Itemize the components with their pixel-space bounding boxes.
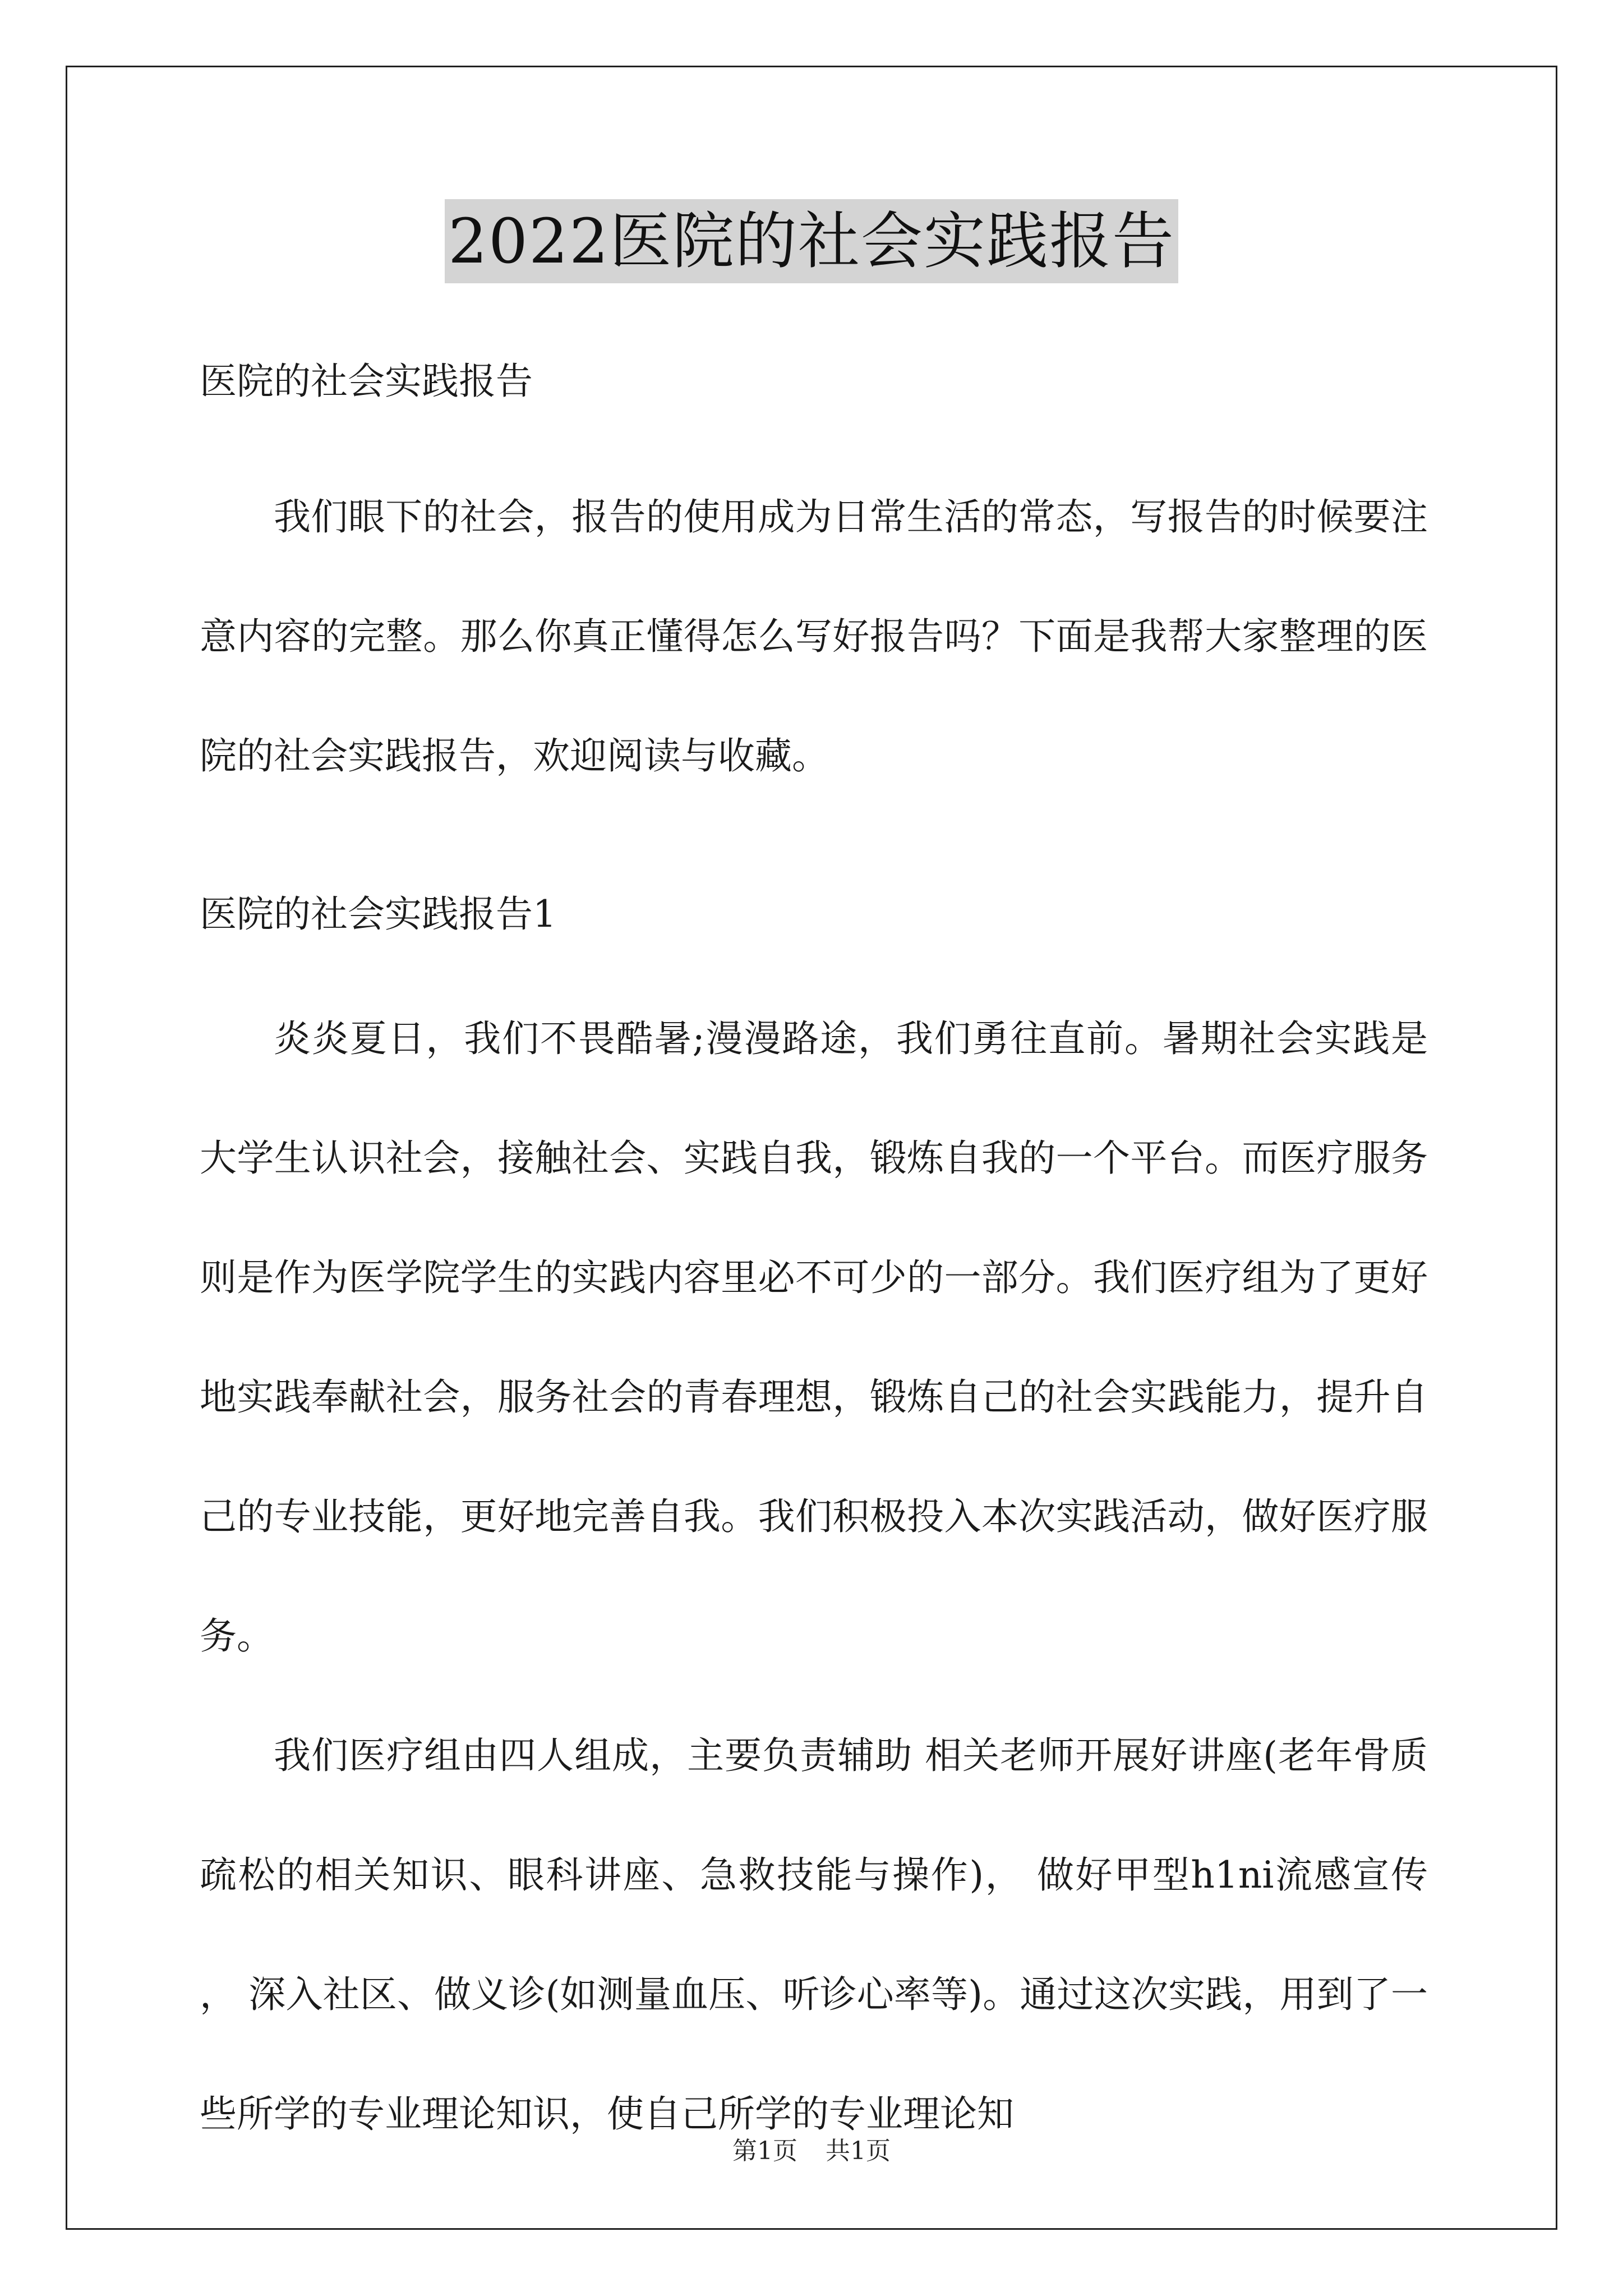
section-heading: 医院的社会实践报告1 — [200, 892, 556, 936]
page-number-current: 第1页 — [732, 2137, 797, 2165]
intro-paragraph: 我们眼下的社会，报告的使用成为日常生活的常态，写报告的时候要注意内容的完整。那么你真正懂得怎么写好报告吗？下面是我帮大家整理的医院的社会实践报告，欢迎阅读与收藏。 — [200, 495, 1428, 777]
intro-section — [200, 457, 1428, 816]
page-footer — [0, 2134, 1623, 2168]
body-paragraph-2: 我们医疗组由四人组成，主要负责辅助 相关老师开展好讲座(老年骨质疏松的相关知识、眼科讲座、急救技能与操作)， 做好甲型h1ni流感宣传 ， 深入社区、做义诊(如测量血压、听诊心率等)。通过这次实践，用到了一些所学的专业理论知识，使自己所学的专业理论知 — [200, 1734, 1428, 2136]
document-title: 2022医院的社会实践报告 — [445, 199, 1178, 283]
page-number-total: 共1页 — [826, 2137, 891, 2165]
title-container — [0, 199, 1623, 283]
body-paragraph-1: 炎炎夏日，我们不畏酷暑;漫漫路途，我们勇往直前。暑期社会实践是大学生认识社会，接触社会、实践自我，锻炼自我的一个平台。而医疗服务则是作为医学院学生的实践内容里必不可少的一部分。我们医疗组为了更好地实践奉献社会，服务社会的青春理想，锻炼自己的社会实践能力，提升自己的专业技能，更好地完善自我。我们积极投入本次实践活动，做好医疗服务。 — [200, 1017, 1428, 1658]
document-subtitle: 医院的社会实践报告 — [200, 360, 533, 403]
section-body — [200, 979, 1428, 2174]
